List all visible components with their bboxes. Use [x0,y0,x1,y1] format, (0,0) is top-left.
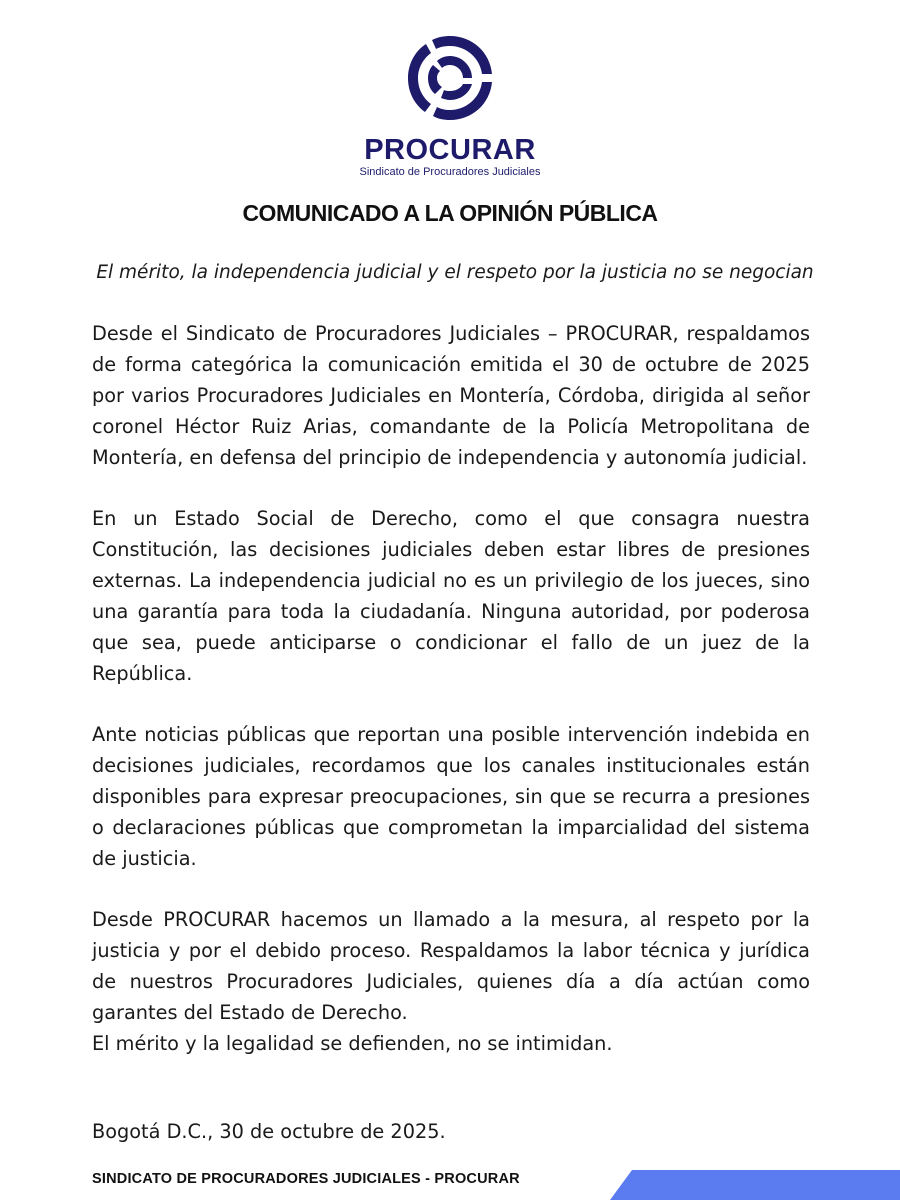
brand-tagline: Sindicato de Procuradores Judiciales [359,166,541,178]
paragraph-4: Desde PROCURAR hacemos un llamado a la mesura, al respeto por la justicia y por el debido proceso. Respaldamos la labor técnica y jurídica de nuestros Procuradores Judiciales, quienes día a día actúan como garantes del Estado de Derecho. [92,908,810,1024]
swirl-logo-icon [400,28,500,128]
letterhead-logo [0,28,900,178]
document-body [92,318,810,1059]
paragraph-2: En un Estado Social de Derecho, como el que consagra nuestra Constitución, las decisiones judiciales deben estar libres de presiones externas. La independencia judicial no es un privilegio de los jueces, sino una garantía para toda la ciudadanía. Ninguna autoridad, por poderosa que sea, puede anticiparse o condicionar el fallo de un juez de la República. [92,507,810,685]
closing-line: El mérito y la legalidad se defienden, no se intimidan. [92,1032,613,1055]
document-title: COMUNICADO A LA OPINIÓN PÚBLICA [242,200,658,226]
brand-name: PROCURAR [364,134,536,166]
place-date: Bogotá D.C., 30 de octubre de 2025. [92,1120,446,1143]
paragraph-3: Ante noticias públicas que reportan una posible intervención indebida en decisiones judiciales, recordamos que los canales institucionales están disponibles para expresar preocupaciones, sin que se recurra a presiones o declaraciones públicas que comprometan la imparcialidad del sistema de justicia. [92,723,810,870]
document-subtitle: El mérito, la independencia judicial y el respeto por la justicia no se negocian [96,262,814,283]
paragraph-1: Desde el Sindicato de Procuradores Judiciales – PROCURAR, respaldamos de forma categórica la comunicación emitida el 30 de octubre de 2025 por varios Procuradores Judiciales en Montería, Córdoba, dirigida al señor coronel Héctor Ruiz Arias, comandante de la Policía Metropolitana de Montería, en defensa del principio de independencia y autonomía judicial. [92,322,810,469]
footer-accent-bar [610,1170,900,1200]
footer-organization: SINDICATO DE PROCURADORES JUDICIALES - PROCURAR [92,1171,520,1187]
